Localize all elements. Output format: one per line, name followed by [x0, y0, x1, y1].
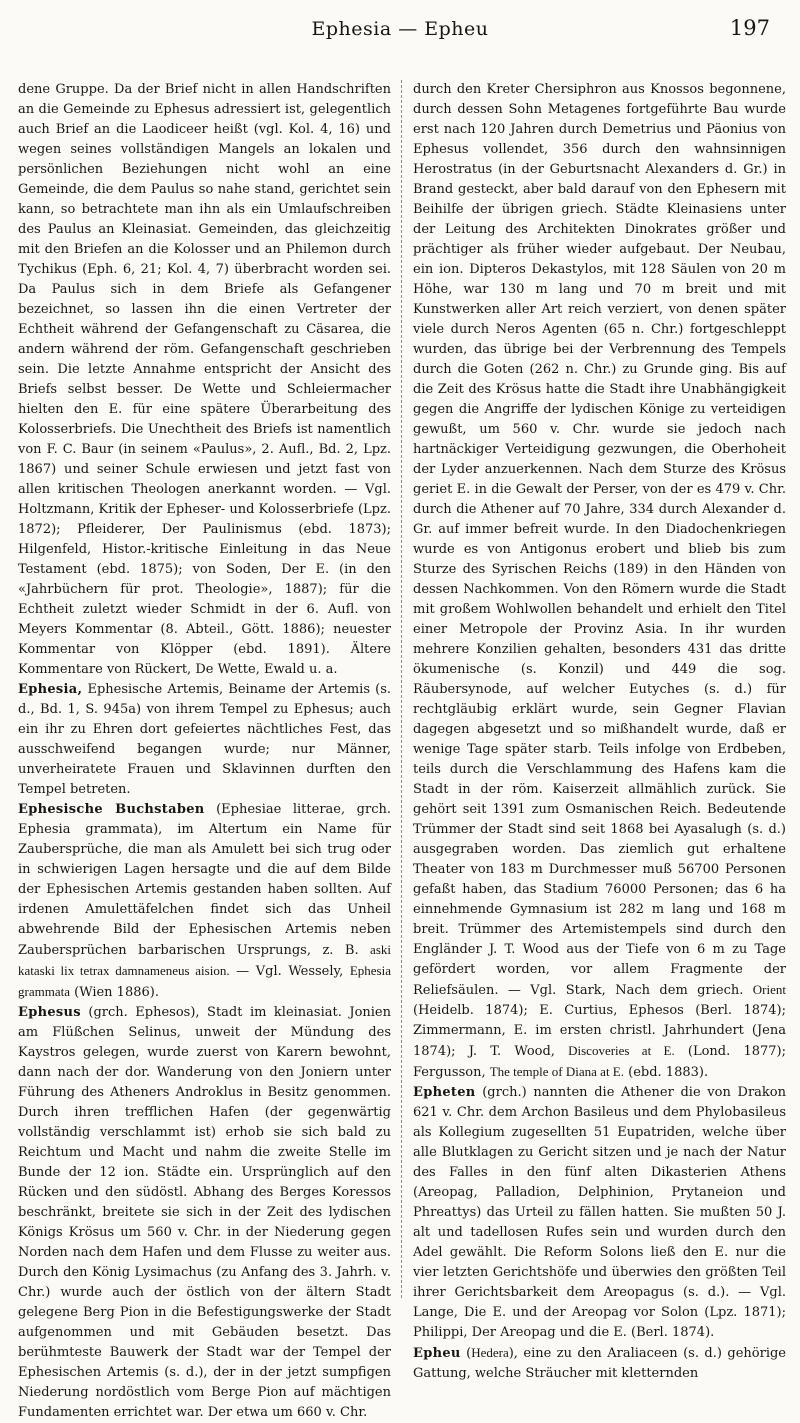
entry-text: ), eine zu den Araliaceen (s. d.) gehörige Gattung, welche Sträucher mit kletternden: [413, 1346, 786, 1381]
entry-ephesus: [18, 1003, 391, 1423]
epheserbrief-continuation: dene Gruppe. Da der Brief nicht in allen Handschriften an die Gemeinde zu Ephesus adressiert ist, gelegentlich auch Brief an die Laodiceer heißt (vgl. Kol. 4, 16) und wegen seines vollständigen Mangels an lokalen und persönlichen Beziehungen nicht wohl an eine Gemeinde, die dem Paulus so nahe stand, gerichtet sein kann, so betrachtete man ihn als ein Umlaufschreiben des Paulus an Kleinasiat. Gemeinden, das gleichzeitig mit den Briefen an die Kolosser und an Philemon durch Tychikus (Eph. 6, 21; Kol. 4, 7) überbracht worden sei. Da Paulus sich in dem Briefe als Gefangener bezeichnet, so lassen ihn die einen Vertreter der Echtheit während der Gefangenschaft zu Cäsarea, die andern während der röm. Gefangenschaft geschrieben sein. Die letzte Annahme entspricht der Ansicht des Briefs selbst besser. De Wette und Schleiermacher hielten den E. für eine spätere Überarbeitung des Kolosserbriefs. Die Unechtheit des Briefs ist namentlich von F. C. Baur (in seinem «Paulus», 2. Aufl., Bd. 2, Lpz. 1867) und seiner Schule erwiesen und jetzt fast von allen kritischen Theologen anerkannt worden. — Vgl. Holtzmann, Kritik der Epheser- und Kolosserbriefe (Lpz. 1872); Pfleiderer, Der Paulinismus (ebd. 1873); Hilgenfeld, Histor.-kritische Einleitung in das Neue Testament (ebd. 1875); von Soden, Der E. (in den «Jahrbüchern für prot. Theologie», 1887); für die Echtheit zuletzt wieder Schmidt in der 6. Aufl. von Meyers Kommentar (8. Abteil., Gött. 1886); neuester Kommentar von Klöpper (ebd. 1891). Ältere Kommentare von Rückert, De Wette, Ewald u. a.: [18, 82, 391, 677]
latin-title: The temple of Diana at E.: [489, 1064, 624, 1079]
entry-text: (: [460, 1346, 472, 1361]
entry-epheu: [413, 1343, 786, 1384]
entry-text: (Wien 1886).: [69, 985, 159, 1000]
latin-term: Hedera: [471, 1345, 509, 1360]
entry-text: (grch.) nannten die Athener die von Drakon 621 v. Chr. dem Archon Basileus und dem Phylobasileus als Kollegium zugesellten 51 Eupatriden, welche über alle Blutklagen zu Gericht sitzen und je nach der Natur des Falles in den fünf alten Dikasterien Athens (Areopag, Palladion, Delphinion, Prytaneion und Phreattys) das Urteil zu fällen hatten. Sie mußten 50 J. alt und tadellosen Rufes sein und wurden durch den Adel gewählt. Die Reform Solons ließ den E. nur die vier letzten Gerichtshöfe und überwies den größten Teil ihrer Gerichtsbarkeit dem Areopagus (s. d.). — Vgl. Lange, Die E. und der Areopag vor Solon (Lpz. 1871); Philippi, Der Areopag und die E. (Berl. 1874).: [413, 1085, 786, 1340]
page-number: 197: [729, 16, 770, 40]
entry-text: — Vgl. Wessely,: [229, 964, 350, 979]
entry-text: (Heidelb. 1874); E. Curtius, Ephesos (Berl. 1874); Zimmermann, E. im ersten christl. Jahrhundert (Jena 1874); J. T. Wood,: [413, 1003, 786, 1059]
entry-epheten: [413, 1083, 786, 1343]
entry-text: (grch. Ephesos), Stadt im kleinasiat. Jonien am Flüßchen Selinus, unweit der Mündung des Kaystros gelegen, wurde zuerst von Karern bewohnt, dann nach der dor. Wanderung von den Joniern unter Führung des Atheners Androklus in Besitz genommen. Durch ihren trefflichen Hafen (der gegenwärtig vollständig verschlammt ist) erhob sie sich bald zu Reichtum und Macht und nahm die zweite Stelle im Bunde der 12 ion. Städte ein. Ursprünglich auf den Rücken und den südöstl. Abhang des Berges Koressos beschränkt, breitete sie sich in der Zeit des lydischen Königs Krösus um 560 v. Chr. in der Niederung gegen Norden nach dem Hafen und dem Flusse zu weiter aus. Durch den König Lysimachus (zu Anfang des 3. Jahrh. v. Chr.) wurde auch der östlich von der ältern Stadt gelegene Berg Pion in die Befestigungswerke der Stadt aufgenommen und mit Gebäuden besetzt. Das berühmteste Bauwerk der Stadt war der Tempel der Ephesischen Artemis (s. d.), der in der jetzt sumpfigen Niederung nordöstlich vom Berge Pion auf mächtigen Fundamenten errichtet war. Der etwa um 660 v. Chr.: [18, 1005, 391, 1420]
page-title: Ephesia — Epheu: [311, 18, 489, 40]
entry-ephesische-buchstaben: [18, 800, 391, 1003]
ephesus-continuation: [413, 80, 786, 1083]
entry-ephesia: [18, 680, 391, 800]
latin-title: Orient: [752, 982, 786, 997]
right-column: [413, 80, 786, 1381]
entry-text: (Ephesiae litterae, grch. Ephesia grammata), im Altertum ein Name für Zaubersprüche, die man als Amulett bei sich trug oder in schwierigen Lagen hersagte und die auf dem Bilde der Ephesischen Artemis gestanden haben sollten. Auf irdenen Amulettäfelchen findet sich das Unheil abwehrende Bild der Ephesischen Artemis neben Zaubersprüchen barbarischen Ursprungs, z. B.: [18, 802, 391, 958]
entry-headword: Epheten: [413, 1085, 476, 1100]
entry-text: durch den Kreter Chersiphron aus Knossos begonnene, durch dessen Sohn Metagenes fortgeführte Bau wurde erst nach 120 Jahren durch Demetrius und Päonius von Ephesus vollendet, 356 durch den wahnsinnigen Herostratus (in der Geburtsnacht Alexanders d. Gr.) in Brand gesteckt, aber bald darauf von den Ephesern mit Beihilfe der übrigen griech. Städte Kleinasiens unter der Leitung des Architekten Dinokrates größer und prächtiger als früher wieder aufgebaut. Der Neubau, ein ion. Dipteros Dekastylos, mit 128 Säulen von 20 m Höhe, war 130 m lang und 70 m breit und mit Kunstwerken aller Art reich verziert, von denen später viele durch Neros Agenten (65 n. Chr.) fortgeschleppt wurden, das übrige bei der Verbrennung des Tempels durch die Goten (262 n. Chr.) zu Grunde ging. Bis auf die Zeit des Krösus hatte die Stadt ihre Unabhängigkeit gegen die Angriffe der lydischen Könige zu verteidigen gewußt, um 560 v. Chr. wurde sie jedoch nach hartnäckiger Verteidigung gezwungen, die Oberhoheit der Lyder anzuerkennen. Nach dem Sturze des Krösus geriet E. in die Gewalt der Perser, von der es 479 v. Chr. durch die Athener auf 70 Jahre, 334 durch Alexander d. Gr. auf immer befreit wurde. In den Diadochenkriegen wurde es von Antigonus erobert und blieb bis zum Sturze des Syrischen Reichs (189) in den Händen von dessen Nachkommen. Von den Römern wurde die Stadt mit großem Wohlwollen behandelt und erhielt den Titel einer Metropole der Provinz Asia. In ihr wurden mehrere Konzilien gehalten, besonders 431 das dritte ökumenische (s. Konzil) und 449 die sog. Räubersynode, auf welcher Eutyches (s. d.) für rechtgläubig erklärt wurde, sein Gegner Flavian dagegen abgesetzt und so mißhandelt wurde, daß er wenige Tage später starb. Teils infolge von Erdbeben, teils durch die Verschlammung des Hafens kam die Stadt in der röm. Kaiserzeit allmählich zurück. Sie gehört seit 1391 zum Osmanischen Reich. Bedeutende Trümmer der Stadt sind seit 1868 bei Ayasalugh (s. d.) ausgegraben worden. Das ziemlich gut erhaltene Theater von 183 m Durchmesser muß 56700 Personen gefaßt haben, das Stadium 76000 Personen; das 6 ha einnehmende Gymnasium ist 282 m lang und 168 m breit. Trümmer des Artemistempels sind durch den Engländer J. T. Wood aus der Tiefe von 6 m zu Tage gefördert worden, vor allem Fragmente der Reliefsäulen. — Vgl. Stark, Nach dem griech.: [413, 82, 786, 998]
column-divider: [401, 80, 403, 1298]
latin-title: Ephesia grammata: [18, 963, 391, 999]
left-column: [18, 80, 391, 1420]
entry-headword: Epheu: [413, 1346, 461, 1361]
entry-text: (ebd. 1883).: [624, 1065, 709, 1080]
entry-text: (Lond. 1877); Fergusson,: [413, 1044, 786, 1080]
entry-headword: Ephesische Buchstaben: [18, 802, 205, 817]
latin-phrase: aski kataski lix tetrax damnameneus aision.: [18, 942, 391, 978]
entry-headword: Ephesia,: [18, 682, 83, 697]
entry-headword: Ephesus: [18, 1005, 81, 1020]
text-columns: [18, 80, 786, 1420]
entry-text: Ephesische Artemis, Beiname der Artemis (s. d., Bd. 1, S. 945a) von ihrem Tempel zu Ephesus; auch ein ihr zu Ehren dort gefeiertes nächtliches Fest, das ausschweifend begangen wurde; nur Männer, unverheiratete Frauen und Sklavinnen durften den Tempel betreten.: [18, 682, 391, 797]
running-head: [0, 6, 800, 46]
latin-title: Discoveries at E.: [568, 1043, 675, 1058]
